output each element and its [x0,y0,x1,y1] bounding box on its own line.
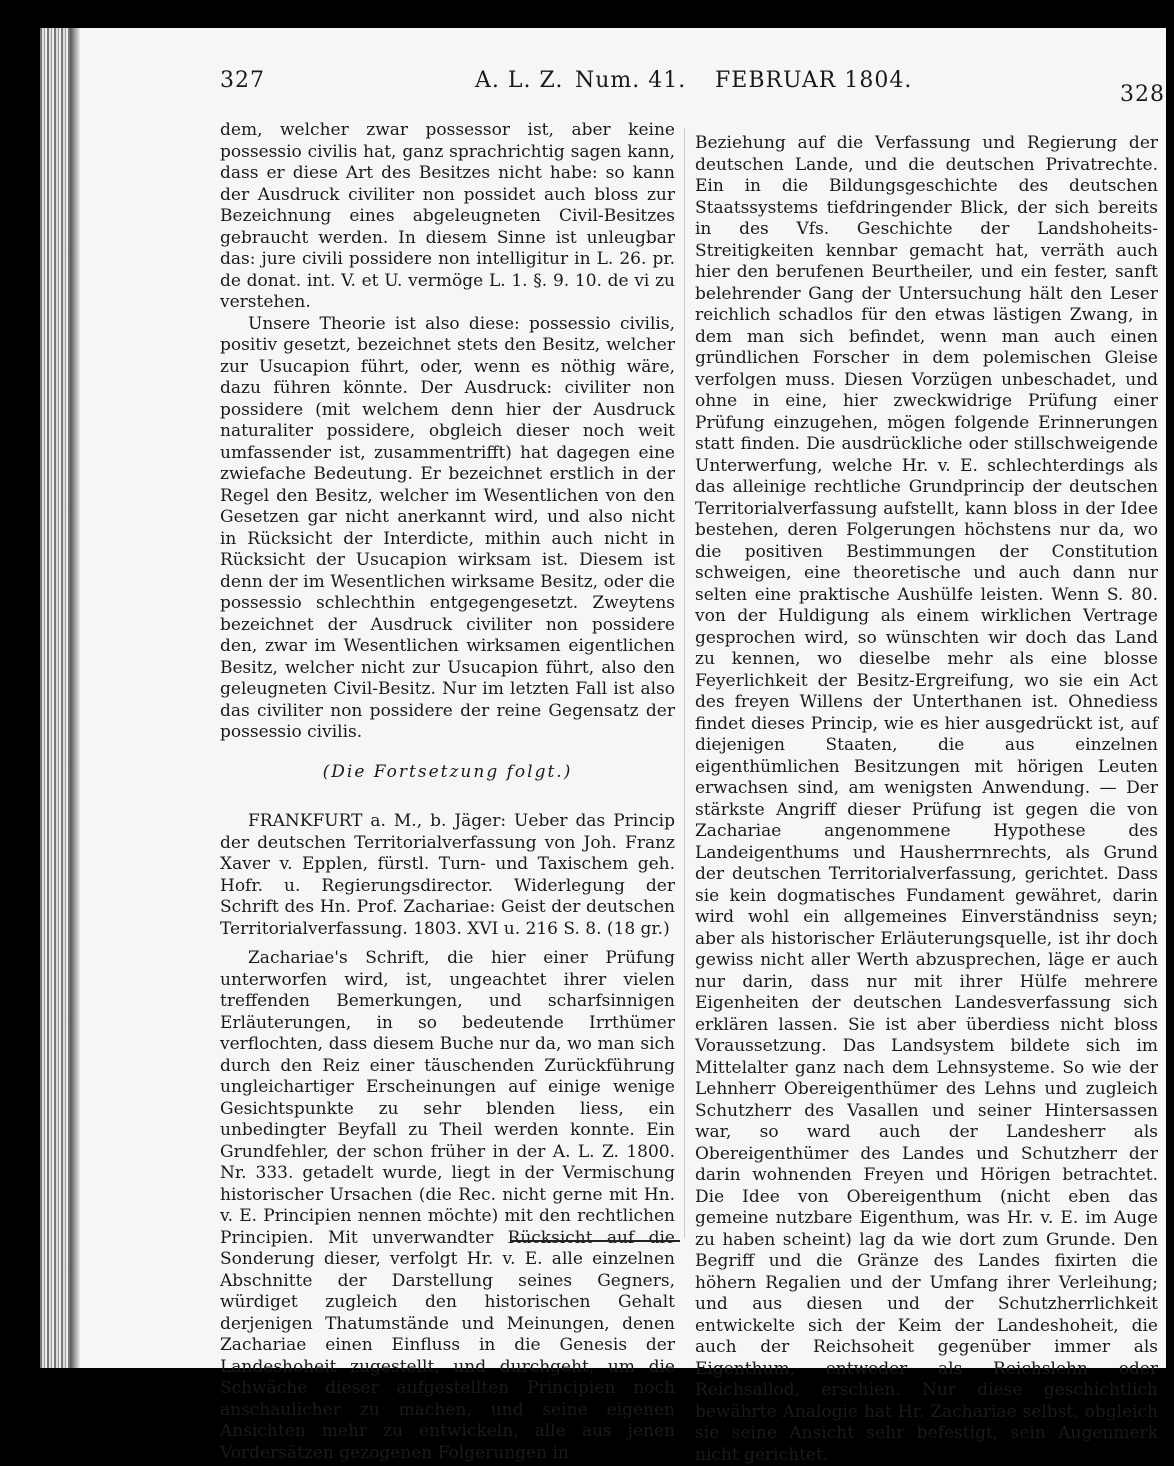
right-column [695,133,1158,1465]
column-gutter [684,128,685,1238]
scanned-page [40,28,1166,1465]
journal-abbrev: A. L. Z. [475,68,564,93]
end-rule [510,1240,680,1242]
right-paragraph-1: Beziehung auf die Verfassung und Regierung der deutschen Lande, und die deutschen Privatrechte. Ein in die Bildungsgeschichte des deutschen Staatssystems tiefdringender Blick, der sich bereits in des Vfs. Geschichte der Landshoheits-Streitigkeiten kennbar gemacht hat, verräth auch hier den berufenen Beurtheiler, und ein fester, sanft belehrender Gang der Untersuchung hält den Leser reichlich schadlos für den etwas lästigen Zwang, in dem man sich befindet, wenn man auch einen gründlichen Forscher in dem polemischen Gleise verfolgen muss. Diesen Vorzügen unbeschadet, und ohne in eine, hier zweckwidrige Prüfung einer Prüfung einzugehen, mögen folgende Erinnerungen statt finden. Die ausdrückliche oder stillschweigende Unterwerfung, welche Hr. v. E. schlechterdings als das alleinige rechtliche Grundprincip der deutschen Territorialverfassung aufstellt, kann bloss in der Idee bestehen, deren Folgerungen höchstens nur da, wo die positiven Bestimmungen der Constitution schweigen, eine theoretische und auch dann nur selten eine praktische Aushülfe leisten. Wenn S. 80. von der Huldigung als einem wirklichen Vertrage gesprochen wird, so wünschten wir doch das Land zu kennen, wo dieselbe mehr als eine blosse Feyerlichkeit der Besitz-Ergreifung, wo sie ein Act des freyen Willens der Unterthanen ist. Ohnediess findet dieses Princip, wie es hier ausgedrückt ist, auf diejenigen Staaten, die aus einzelnen eigenthümlichen Besitzungen mit hörigen Leuten erwachsen sind, am wenigsten Anwendung. — Der stärkste Angriff dieser Prüfung ist gegen die von Zachariae angenommene Hypothese des Landeigenthums und Hausherrnrechts, als Grund der deutschen Territorialverfassung, gerichtet. Dass sie kein dogmatisches Fundament gewähret, darin wird wohl ein allgemeines Einverständniss seyn; aber als historischer Erläuterungsquelle, ist ihr doch gewiss nicht aller Werth abzusprechen, läge er auch nur darin, dass nur mit ihrer Hülfe mehrere Eigenheiten der deutschen Landesverfassung sich erklären lassen. Sie ist aber überdiess nicht bloss Voraussetzung. Das Landsystem bildete sich im Mittelalter ganz nach dem Lehnsysteme. So wie der Lehnherr Obereigenthümer des Lehns und zugleich Schutzherr des Vasallen und seiner Hintersassen war, so ward auch der Landesherr als Obereigenthümer des Landes und Schutzherr der darin wohnenden Freyen und Hörigen betrachtet. Die Idee von Obereigenthum (nicht eben das gemeine nutzbare Eigenthum, was Hr. v. E. im Auge zu haben scheint) lag da wie dort zum Grunde. Den Begriff und die Gränze des Landes fixirten die höhern Regalien und der Umfang ihrer Verleihung; und aus diesen und der Schutzherrlichkeit entwickelte sich der Keim der Landeshoheit, die auch der Reichsoheit gegenüber immer als Eigenthum, entweder als Reichslehn oder Reichsallod, erschien. Nur diese geschichtlich bewährte Analogie hat Hr. Zachariae selbst, obgleich sie seine Ansicht sehr befestigt, sein Augenmerk nicht gerichtet. [695,133,1158,1465]
page-number-left: 327 [220,68,265,93]
issue-date: FEBRUAR 1804. [715,68,913,93]
continuation-note: (Die Fortsetzung folgt.) [322,761,573,782]
page-number-right: 328 [1120,82,1165,107]
review-heading: FRANKFURT a. M., b. Jäger: Ueber das Princip der deutschen Territorialverfassung von Joh. Franz Xaver v. Epplen, fürstl. Turn- und Taxischem geh. Hofr. u. Regierungsdirector. Widerlegung der Schrift des Hn. Prof. Zachariae: Geist der deutschen Territorialverfassung. 1803. XVI u. 216 S. 8. (18 gr.) [220,811,675,939]
issue-number: Num. 41. [575,68,687,93]
left-column [220,120,675,1463]
left-paragraph-3: Zachariae's Schrift, die hier einer Prüfung unterworfen wird, ist, ungeachtet ihrer vielen treffenden Bemerkungen, und scharfsinnigen Erläuterungen, in so bedeutende Irrthümer verflochten, dass diesem Buche nur da, wo man sich durch den Reiz einer täuschenden Zurückführung ungleichartiger Erscheinungen auf einige wenige Gesichtspunkte zu sehr blenden liess, ein unbedingter Beyfall zu Theil werden konnte. Ein Grundfehler, der schon früher in der A. L. Z. 1800. Nr. 333. getadelt wurde, liegt in der Vermischung historischer Ursachen (die Rec. nicht gerne mit Hn. v. E. Principien nennen möchte) mit den rechtlichen Principien. Mit unverwandter Rücksicht auf die Sonderung dieser, verfolgt Hr. v. E. alle einzelnen Abschnitte der Darstellung seines Gegners, würdiget zugleich den historischen Gehalt derjenigen Thatumstände und Meinungen, denen Zachariae einen Einfluss in die Genesis der Landeshoheit zugestellt, und durchgeht, um die Schwäche dieser aufgestellten Principien noch anschaulicher zu machen, und seine eigenen Ansichten mehr zu entwickeln, alle aus jenen Vordersätzen gezogenen Folgerungen in [220,948,675,1463]
binding-shadow [70,28,80,1368]
left-paragraph-2: Unsere Theorie ist also diese: possessio civilis, positiv gesetzt, bezeichnet stets den Besitz, welcher zur Usucapion führt, oder, wenn es nöthig wäre, dazu führen könnte. Der Ausdruck: civiliter non possidere (mit welchem denn hier der Ausdruck naturaliter possidere, obgleich dieser noch weit umfassender ist, zusammentrifft) hat dagegen eine zwiefache Bedeutung. Er bezeichnet erstlich in der Regel den Besitz, welcher im Wesentlichen von den Gesetzen gar nicht anerkannt wird, und also nicht in Rücksicht der Interdicte, mithin auch nicht in Rücksicht der Usucapion wirksam ist. Diesem ist denn der im Wesentlichen wirksame Besitz, oder die possessio schlechthin entgegengesetzt. Zweytens bezeichnet der Ausdruck civiliter non possidere den, zwar im Wesentlichen wirksamen eigentlichen Besitz, welcher nicht zur Usucapion führt, also den geleugneten Civil-Besitz. Nur im letzten Fall ist also das civiliter non possidere der reine Gegensatz der possessio civilis. [220,313,675,742]
left-paragraph-1: dem, welcher zwar possessor ist, aber keine possessio civilis hat, ganz sprachrichtig sagen kann, dass er diese Art des Besitzes nicht habe: so kann der Ausdruck civiliter non possidet auch bloss zur Bezeichnung eines abgeleugneten Civil-Besitzes gebraucht werden. In diesem Sinne ist unleugbar das: jure civili possidere non intelligitur in L. 26. pr. de donat. int. V. et U. vermöge L. 1. §. 9. 10. de vi zu verstehen. [220,120,675,312]
book-page-edges [40,28,70,1368]
running-header [220,68,1165,108]
